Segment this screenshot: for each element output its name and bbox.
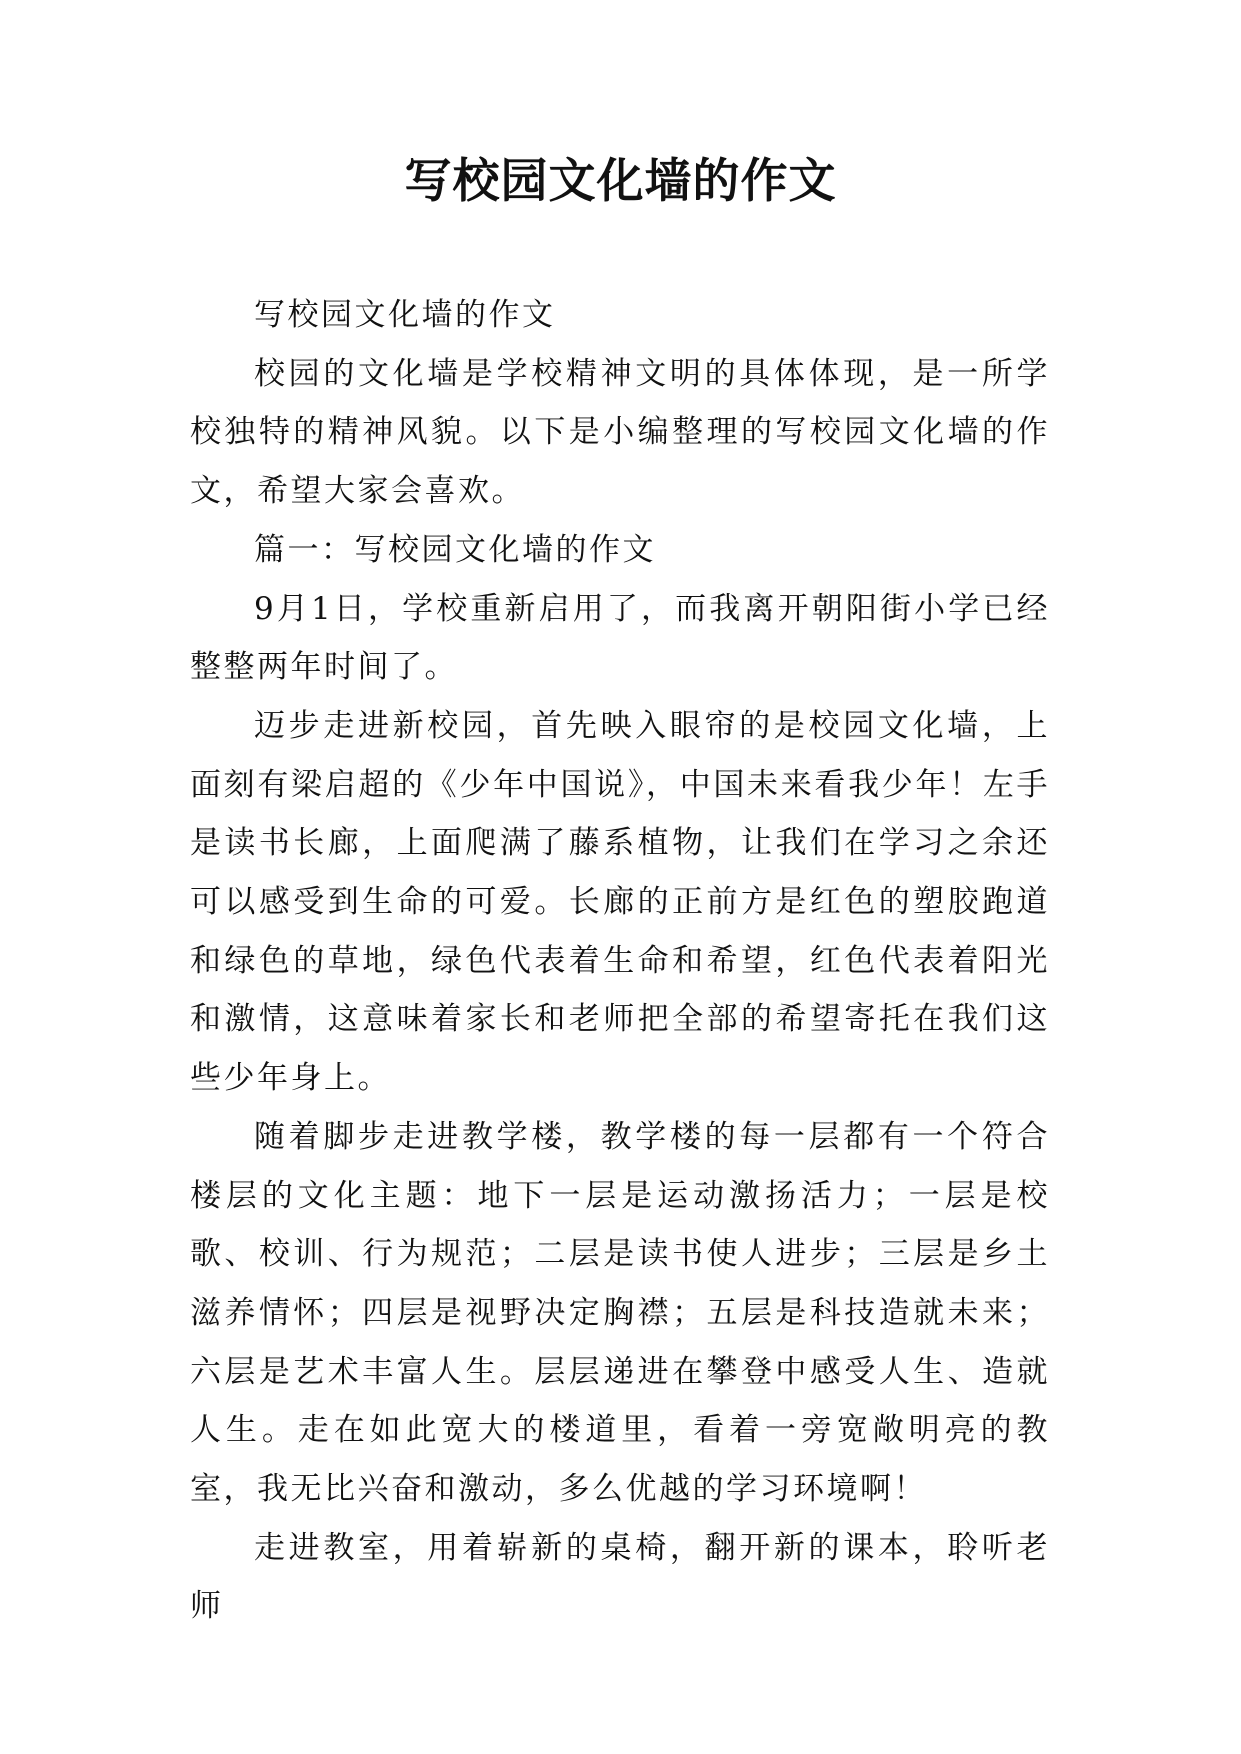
paragraph-1: 9月1日，学校重新启用了，而我离开朝阳街小学已经整整两年时间了。 (190, 590, 1050, 686)
paragraph-heading: 写校园文化墙的作文 (254, 297, 556, 333)
document-body (190, 286, 1050, 1636)
paragraph-4: 走进教室，用着崭新的桌椅，翻开新的课本，聆听老师 (190, 1529, 1050, 1625)
paragraph-intro: 校园的文化墙是学校精神文明的具体体现，是一所学校独特的精神风貌。以下是小编整理的写校园文化墙的作文，希望大家会喜欢。 (190, 355, 1050, 510)
paragraph-2: 迈步走进新校园，首先映入眼帘的是校园文化墙，上面刻有梁启超的《少年中国说》，中国未来看我少年！左手是读书长廊，上面爬满了藤系植物，让我们在学习之余还可以感受到生命的可爱。长廊的正前方是红色的塑胶跑道和绿色的草地，绿色代表着生命和希望，红色代表着阳光和激情，这意味着家长和老师把全部的希望寄托在我们这些少年身上。 (190, 707, 1050, 1097)
document-title: 写校园文化墙的作文 (404, 154, 837, 209)
paragraph-section-title: 篇一：写校园文化墙的作文 (254, 531, 656, 568)
paragraph-3: 随着脚步走进教学楼，教学楼的每一层都有一个符合楼层的文化主题：地下一层是运动激扬活力；一层是校歌、校训、行为规范；二层是读书使人进步；三层是乡土滋养情怀；四层是视野决定胸襟；五层是科技造就未来；六层是艺术丰富人生。层层递进在攀登中感受人生、造就人生。走在如此宽大的楼道里，看着一旁宽敞明亮的教室，我无比兴奋和激动，多么优越的学习环境啊！ (190, 1118, 1050, 1508)
